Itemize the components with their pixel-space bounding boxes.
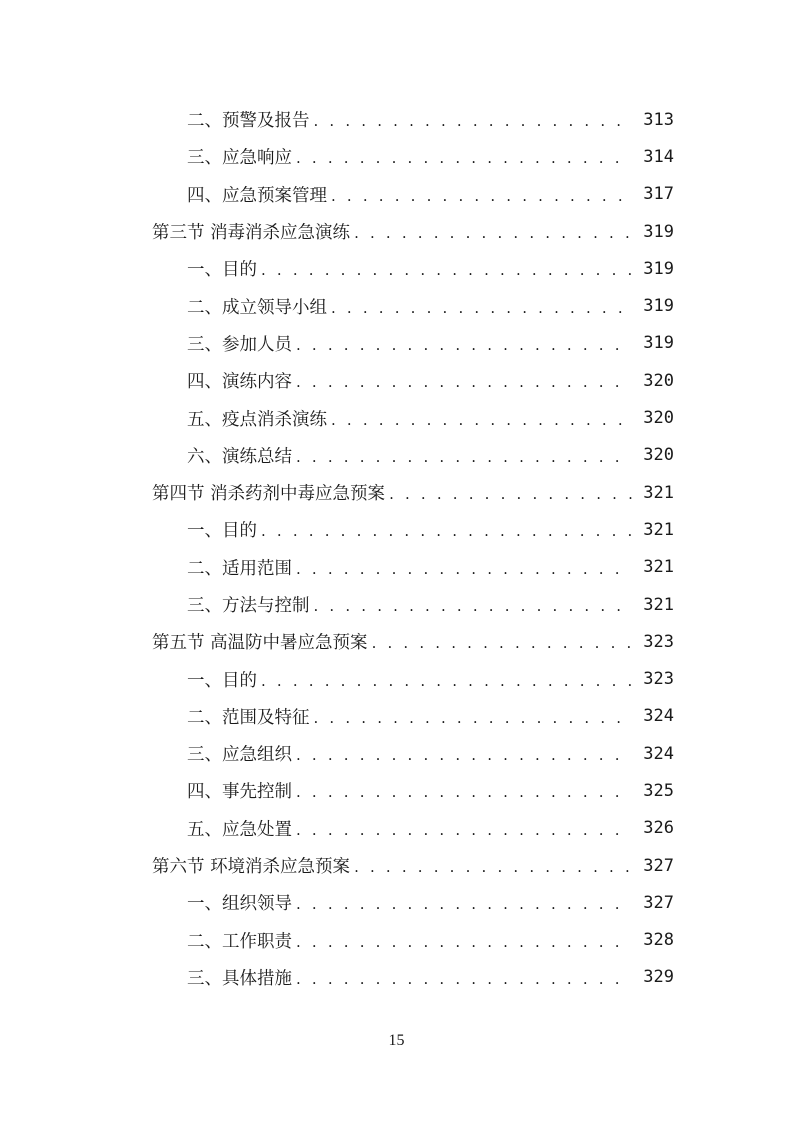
toc-entry-title: 二、工作职责 — [187, 931, 292, 952]
toc-entry[interactable] — [0, 698, 793, 735]
toc-entry-title: 四、事先控制 — [187, 782, 292, 803]
toc-entry-page: 319 — [643, 296, 674, 317]
toc-entry[interactable] — [0, 213, 793, 250]
page-footer-number: 15 — [388, 1032, 405, 1049]
dot-leader — [261, 670, 632, 689]
toc-entry[interactable] — [0, 474, 793, 511]
toc-entry[interactable] — [0, 810, 793, 847]
dot-leader — [296, 744, 632, 763]
dot-leader — [331, 185, 632, 204]
toc-entry-page: 327 — [643, 892, 674, 913]
toc-entry-title: 五、应急处置 — [187, 819, 292, 840]
dot-leader — [354, 856, 632, 875]
toc-entry-title: 三、应急组织 — [187, 745, 292, 766]
toc-entry-page: 313 — [643, 109, 674, 130]
toc-entry-page: 326 — [643, 818, 674, 839]
toc-entry-page: 323 — [643, 669, 674, 690]
toc-entry-title: 二、适用范围 — [187, 558, 292, 579]
toc-entry-page: 321 — [643, 557, 674, 578]
toc-entry-title: 五、疫点消杀演练 — [187, 409, 327, 430]
toc-entry-title: 第三节 消毒消杀应急演练 — [152, 223, 351, 244]
toc-entry-page: 327 — [643, 855, 674, 876]
dot-leader — [296, 334, 632, 353]
dot-leader — [331, 409, 632, 428]
toc-entry-page: 319 — [643, 333, 674, 354]
toc-entry[interactable] — [0, 138, 793, 175]
dot-leader — [354, 222, 632, 241]
toc-entry-page: 319 — [643, 221, 674, 242]
dot-leader — [296, 893, 632, 912]
toc-entry-page: 321 — [643, 519, 674, 540]
dot-leader — [296, 147, 632, 166]
toc-entry[interactable] — [0, 287, 793, 324]
toc-entry[interactable] — [0, 437, 793, 474]
toc-entry[interactable] — [0, 362, 793, 399]
toc-entry-page: 321 — [643, 482, 674, 503]
dot-leader — [296, 371, 632, 390]
dot-leader — [372, 632, 632, 651]
dot-leader — [296, 931, 632, 950]
toc-entry-page: 320 — [643, 408, 674, 429]
toc-entry[interactable] — [0, 250, 793, 287]
toc-entry-title: 三、应急响应 — [187, 148, 292, 169]
toc-entry-title: 一、目的 — [187, 521, 257, 542]
toc-entry-title: 三、具体措施 — [187, 968, 292, 989]
toc-entry[interactable] — [0, 176, 793, 213]
toc-entry[interactable] — [0, 549, 793, 586]
toc-entry-page: 317 — [643, 184, 674, 205]
dot-leader — [314, 595, 633, 614]
toc-entry-title: 三、参加人员 — [187, 334, 292, 355]
toc-entry-page: 324 — [643, 706, 674, 727]
toc-entry-page: 321 — [643, 594, 674, 615]
toc-entry-title: 第五节 高温防中暑应急预案 — [152, 633, 368, 654]
toc-entry-title: 二、预警及报告 — [187, 111, 310, 132]
dot-leader — [331, 297, 632, 316]
toc-entry[interactable] — [0, 959, 793, 996]
toc-entry[interactable] — [0, 101, 793, 138]
dot-leader — [296, 968, 632, 987]
dot-leader — [296, 781, 632, 800]
toc-entry-title: 第四节 消杀药剂中毒应急预案 — [152, 484, 386, 505]
toc-entry[interactable] — [0, 511, 793, 548]
toc-entry-page: 328 — [643, 930, 674, 951]
dot-leader — [261, 520, 632, 539]
toc-entry-title: 四、应急预案管理 — [187, 185, 327, 206]
toc-entry-page: 319 — [643, 258, 674, 279]
toc-entry-page: 324 — [643, 743, 674, 764]
dot-leader — [314, 707, 633, 726]
toc-entry-title: 六、演练总结 — [187, 446, 292, 467]
toc-entry[interactable] — [0, 586, 793, 623]
dot-leader — [296, 446, 632, 465]
toc-entry-page: 323 — [643, 631, 674, 652]
toc-entry-title: 一、目的 — [187, 260, 257, 281]
dot-leader — [296, 819, 632, 838]
dot-leader — [261, 259, 632, 278]
dot-leader — [314, 110, 633, 129]
toc-entry[interactable] — [0, 325, 793, 362]
dot-leader — [389, 483, 632, 502]
toc-entry-title: 二、成立领导小组 — [187, 297, 327, 318]
toc-entry-page: 320 — [643, 370, 674, 391]
dot-leader — [296, 558, 632, 577]
toc-entry-title: 一、目的 — [187, 670, 257, 691]
toc-entry-page: 325 — [643, 780, 674, 801]
toc-entry[interactable] — [0, 399, 793, 436]
table-of-contents — [0, 101, 793, 996]
toc-entry[interactable] — [0, 922, 793, 959]
toc-entry[interactable] — [0, 623, 793, 660]
toc-entry-page: 314 — [643, 146, 674, 167]
toc-entry[interactable] — [0, 735, 793, 772]
toc-entry[interactable] — [0, 660, 793, 697]
toc-entry-page: 320 — [643, 445, 674, 466]
toc-entry-title: 第六节 环境消杀应急预案 — [152, 857, 351, 878]
toc-entry[interactable] — [0, 884, 793, 921]
toc-entry-page: 329 — [643, 967, 674, 988]
toc-entry-title: 二、范围及特征 — [187, 707, 310, 728]
toc-entry[interactable] — [0, 772, 793, 809]
toc-entry-title: 三、方法与控制 — [187, 596, 310, 616]
toc-entry-title: 一、组织领导 — [187, 894, 292, 915]
toc-entry[interactable] — [0, 847, 793, 884]
toc-entry-title: 四、演练内容 — [187, 372, 292, 393]
